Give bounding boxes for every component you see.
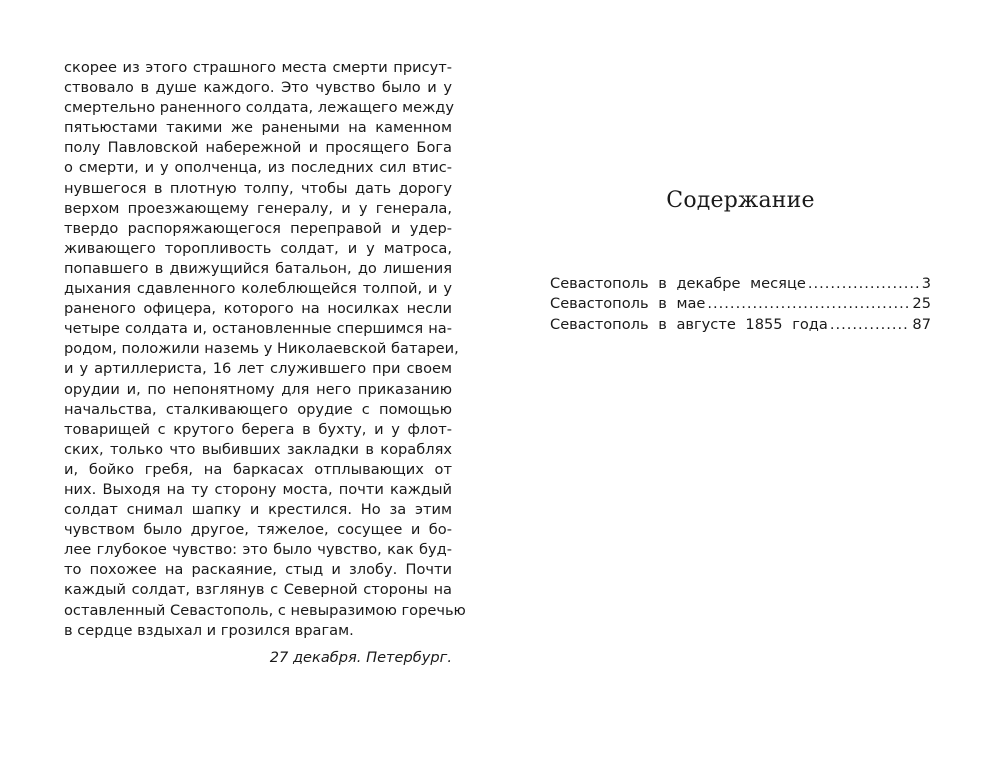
toc-entry[interactable]	[550, 294, 931, 314]
text-line: орудии и, по непонятному для него приказанию	[64, 380, 452, 398]
signature-line: 27 декабря. Петербург.	[269, 648, 452, 666]
toc-dot-leader	[830, 315, 911, 335]
text-line: смертельно раненного солдата, лежащего между	[64, 99, 455, 117]
text-line: скорее из этого страшного места смерти присут-	[64, 59, 452, 76]
text-line: оставленный Севастополь, с невыразимою горечью	[64, 601, 466, 619]
toc-dot-leader	[808, 274, 920, 294]
text-line: о смерти, и у ополченца, из последних сил втис-	[64, 159, 452, 177]
toc-entry-label: Севастополь в мае	[550, 295, 706, 313]
text-line: каждый солдат, взглянув с Северной стороны на	[64, 581, 452, 599]
text-line: живающего торопливость солдат, и у матроса,	[64, 239, 452, 257]
toc-entry[interactable]	[550, 274, 931, 294]
text-line: дыхания сдавленного колеблющейся толпой, и у	[64, 280, 452, 298]
text-line: попавшего в движущийся батальон, до лишения	[64, 259, 452, 277]
text-line: в сердце вздыхал и грозился врагам.	[64, 621, 354, 639]
left-page	[64, 58, 466, 668]
table-of-contents	[550, 274, 931, 335]
toc-dot-leader	[707, 294, 910, 314]
text-line: чувством было другое, тяжелое, сосущее и бо-	[64, 521, 452, 539]
text-line: верхом проезжающему генералу, и у генерала,	[64, 199, 452, 217]
text-line: ских, только что выбивших закладки в кораблях	[64, 440, 452, 458]
toc-title: Содержание	[666, 188, 815, 213]
body-text	[64, 58, 466, 641]
text-line: лее глубокое чувство: это было чувство, как буд-	[64, 541, 452, 559]
text-line: них. Выходя на ту сторону моста, почти каждый	[64, 480, 452, 498]
text-line: пятьюстами такими же ранеными на каменном	[64, 119, 452, 137]
toc-entry-label: Севастополь в августе 1855 года	[550, 315, 828, 333]
text-line: твердо распоряжающегося переправой и удер-	[64, 219, 452, 237]
text-line: то похожее на раскаяние, стыд и злобу. Почти	[64, 561, 452, 579]
toc-entry[interactable]	[550, 315, 931, 335]
text-line: товарищей с крутого берега в бухту, и у флот-	[64, 420, 452, 438]
text-line: солдат снимал шапку и крестился. Но за этим	[64, 501, 452, 519]
text-line: полу Павловской набережной и просящего Бога	[64, 139, 452, 157]
text-line: раненого офицера, которого на носилках несли	[64, 300, 452, 318]
text-line: и у артиллериста, 16 лет служившего при своем	[64, 360, 452, 378]
toc-entry-label: Севастополь в декабре месяце	[550, 275, 806, 292]
text-line: родом, положили наземь у Николаевской батареи,	[64, 340, 459, 358]
text-line: и, бойко гребя, на баркасах отплывающих от	[64, 460, 452, 478]
text-line: ствовало в душе каждого. Это чувство было и у	[64, 79, 452, 97]
text-line: начальства, сталкивающего орудие с помощью	[64, 400, 452, 418]
toc-entry-page: 25	[912, 295, 931, 313]
toc-entry-page: 3	[921, 275, 931, 292]
text-line: нувшегося в плотную толпу, чтобы дать дорогу	[64, 179, 452, 197]
text-line: четыре солдата и, остановленные спершимся на-	[64, 320, 452, 338]
toc-entry-page: 87	[912, 315, 931, 333]
